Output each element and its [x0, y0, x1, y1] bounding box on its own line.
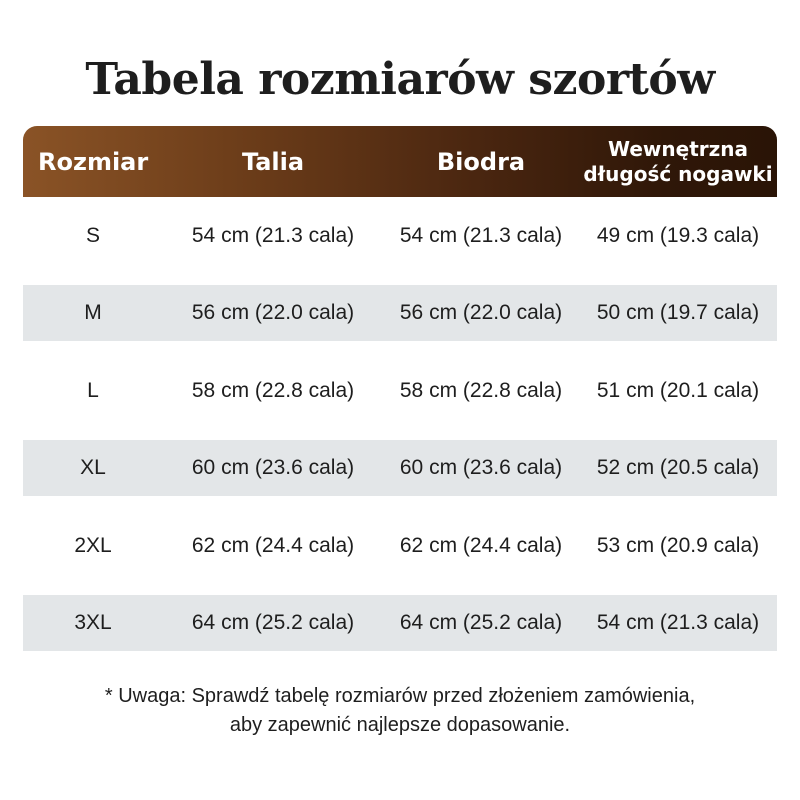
cell-inseam: 50 cm (19.7 cala) [596, 301, 760, 325]
cell-size: M [84, 301, 102, 325]
table-row [23, 352, 777, 430]
note-line2: aby zapewnić najlepsze dopasowanie. [229, 714, 571, 736]
size-note [0, 682, 800, 740]
cell-size: 3XL [74, 611, 112, 635]
cell-waist: 54 cm (21.3 cala) [191, 223, 355, 247]
table-row [23, 585, 777, 663]
cell-hips: 64 cm (25.2 cala) [399, 611, 563, 635]
header-inseam-line1: Wewnętrzna [608, 136, 748, 161]
cell-waist: 64 cm (25.2 cala) [191, 611, 355, 635]
header-inseam-line2: długość nogawki [583, 161, 773, 186]
cell-inseam: 54 cm (21.3 cala) [596, 611, 760, 635]
cell-inseam: 51 cm (20.1 cala) [596, 378, 760, 402]
cell-waist: 60 cm (23.6 cala) [191, 456, 355, 480]
header-inseam [579, 126, 777, 197]
cell-waist: 58 cm (22.8 cala) [191, 378, 355, 402]
table-row [23, 430, 777, 508]
header-size: Rozmiar [38, 147, 149, 176]
cell-hips: 56 cm (22.0 cala) [399, 301, 563, 325]
note-line1: * Uwaga: Sprawdź tabelę rozmiarów przed złożeniem zamówienia, [104, 685, 696, 707]
cell-hips: 54 cm (21.3 cala) [399, 223, 563, 247]
table-row [23, 507, 777, 585]
table-row [23, 197, 777, 275]
cell-size: XL [80, 456, 106, 480]
cell-waist: 56 cm (22.0 cala) [191, 301, 355, 325]
cell-inseam: 53 cm (20.9 cala) [596, 533, 760, 557]
table-row [23, 275, 777, 353]
cell-inseam: 52 cm (20.5 cala) [596, 456, 760, 480]
cell-waist: 62 cm (24.4 cala) [191, 533, 355, 557]
page-title: Tabela rozmiarów szortów [85, 54, 715, 105]
cell-hips: 62 cm (24.4 cala) [399, 533, 563, 557]
table-header [23, 126, 777, 197]
cell-size: L [87, 378, 99, 402]
cell-hips: 60 cm (23.6 cala) [399, 456, 563, 480]
cell-hips: 58 cm (22.8 cala) [399, 378, 563, 402]
header-waist: Talia [241, 147, 305, 176]
header-hips: Biodra [436, 147, 526, 176]
cell-size: S [85, 223, 100, 247]
size-table [23, 126, 777, 662]
cell-inseam: 49 cm (19.3 cala) [596, 223, 760, 247]
cell-size: 2XL [74, 533, 112, 557]
